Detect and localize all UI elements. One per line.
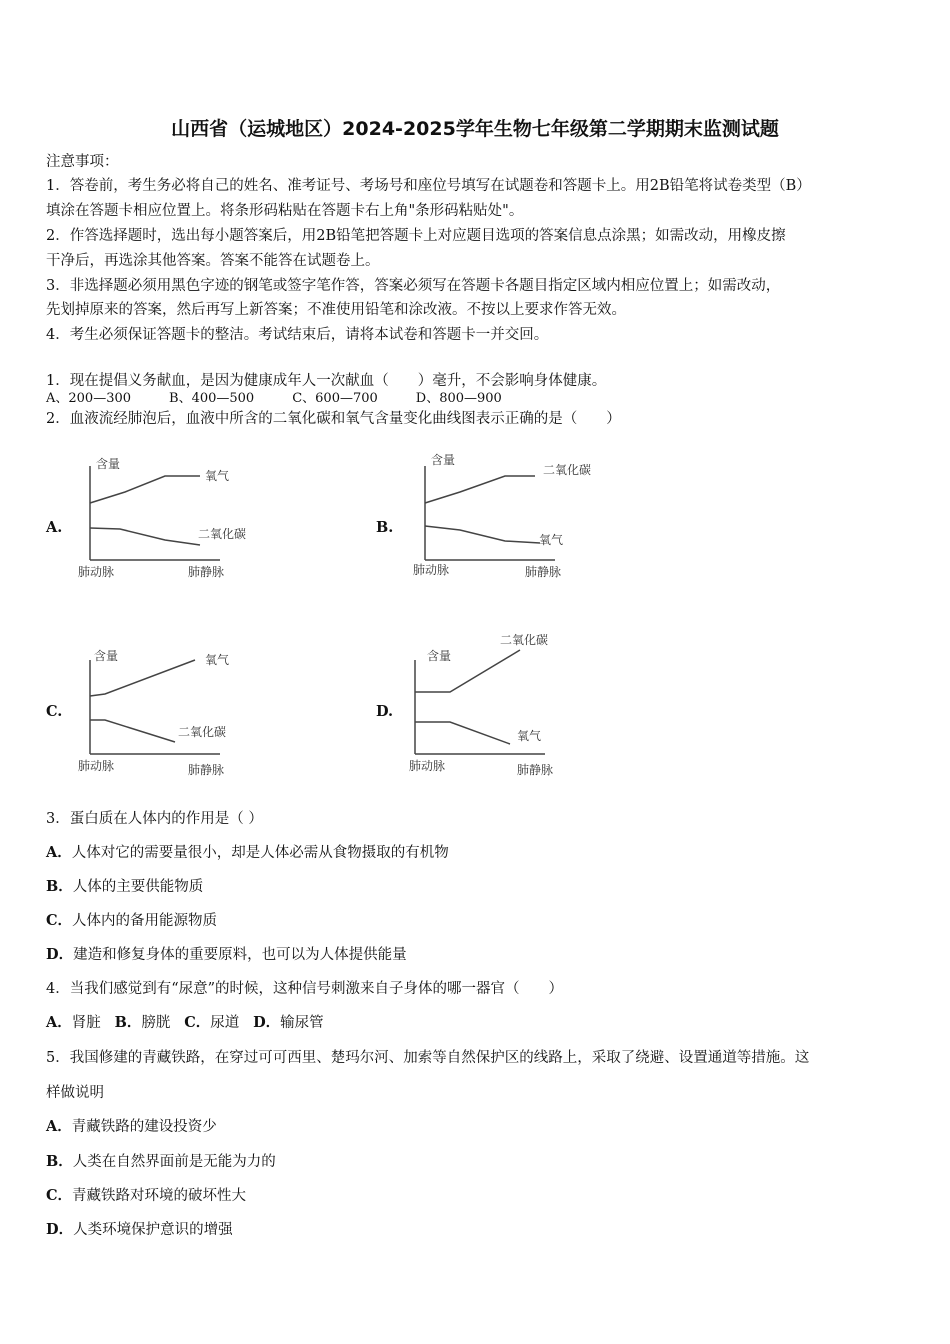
question-4-stem: 4．当我们感觉到有“尿意”的时候，这种信号刺激来自子身体的哪一器官（ ） <box>46 981 564 997</box>
question-1-stem: 1．现在提倡义务献血，是因为健康成年人一次献血（ ）毫升，不会影响身体健康。 <box>46 373 607 389</box>
graph-a-label: A. <box>46 519 63 536</box>
notice-heading: 注意事项： <box>46 154 119 170</box>
graph-c-label: C. <box>46 703 63 720</box>
x-start-label: 肺动脉 <box>409 759 446 773</box>
question-5-stem: 5．我国修建的青藏铁路，在穿过可可西里、楚玛尔河、加索等自然保护区的线路上，采取了绕避、设置通道等措施。这 <box>46 1050 810 1066</box>
notice-line: 填涂在答题卡相应位置上。将条形码粘贴在答题卡右上角"条形码粘贴处"。 <box>46 203 524 219</box>
graph-d-label: D. <box>376 703 394 720</box>
q4-option-b: B．膀胱 <box>114 1014 171 1031</box>
q5-option-c: C．青藏铁路对环境的破坏性大 <box>46 1187 247 1204</box>
x-start-label: 肺动脉 <box>78 759 115 773</box>
lower-curve-label: 氧气 <box>539 533 564 547</box>
upper-curve-label: 氧气 <box>205 653 230 667</box>
graph-a <box>70 448 280 588</box>
upper-curve <box>425 476 535 503</box>
upper-curve-label: 二氧化碳 <box>543 463 592 477</box>
q1-option-a: A、200—300 <box>46 391 132 406</box>
y-axis-label: 含量 <box>427 649 452 663</box>
q5-option-b: B．人类在自然界面前是无能为力的 <box>46 1153 276 1170</box>
upper-curve-label: 氧气 <box>205 469 230 483</box>
lower-curve-label: 二氧化碳 <box>198 527 247 541</box>
q1-option-d: D、800—900 <box>415 391 502 406</box>
x-end-label: 肺静脉 <box>188 565 225 579</box>
q3-option-c: C．人体内的备用能源物质 <box>46 912 218 929</box>
lower-curve <box>425 526 540 543</box>
y-axis-label: 含量 <box>431 453 456 467</box>
q1-option-c: C、600—700 <box>292 391 378 406</box>
graph-b-label: B. <box>376 519 394 536</box>
lower-curve <box>90 528 200 545</box>
y-axis-label: 含量 <box>96 457 121 471</box>
upper-curve <box>90 476 200 503</box>
question-5-stem-cont: 样做说明 <box>46 1085 104 1101</box>
question-4-options <box>46 1013 324 1033</box>
page-title: 山西省（运城地区）2024-2025学年生物七年级第二学期期末监测试题 <box>171 118 779 140</box>
y-axis-label: 含量 <box>94 649 119 663</box>
notice-line: 1．答卷前，考生务必将自己的姓名、准考证号、考场号和座位号填写在试题卷和答题卡上。用2B铅笔将试卷类型（B） <box>46 178 811 194</box>
x-end-label: 肺静脉 <box>188 763 225 777</box>
q5-option-a: A．青藏铁路的建设投资少 <box>46 1118 217 1135</box>
q4-option-d: D．输尿管 <box>253 1014 324 1031</box>
notice-line: 2．作答选择题时，选出每小题答案后，用2B铅笔把答题卡上对应题目选项的答案信息点涂黑；如需改动，用橡皮擦 <box>46 228 786 244</box>
notice-line: 先划掉原来的答案，然后再写上新答案；不准使用铅笔和涂改液。不按以上要求作答无效。 <box>46 302 626 318</box>
lower-curve <box>415 722 510 744</box>
graph-d <box>405 628 625 782</box>
notice-line: 干净后，再选涂其他答案。答案不能答在试题卷上。 <box>46 253 380 269</box>
upper-curve <box>90 660 195 696</box>
x-start-label: 肺动脉 <box>413 563 450 577</box>
question-1-options <box>46 391 502 407</box>
notice-line: 4．考生必须保证答题卡的整洁。考试结束后，请将本试卷和答题卡一并交回。 <box>46 327 549 343</box>
x-start-label: 肺动脉 <box>78 565 115 579</box>
q3-option-a: A．人体对它的需要量很小，却是人体必需从食物摄取的有机物 <box>46 844 449 861</box>
q4-option-a: A．肾脏 <box>46 1014 101 1031</box>
lower-curve-label: 二氧化碳 <box>178 725 227 739</box>
x-end-label: 肺静脉 <box>517 763 554 777</box>
graph-b <box>405 448 625 588</box>
q3-option-b: B．人体的主要供能物质 <box>46 878 204 895</box>
lower-curve <box>90 720 175 742</box>
q3-option-d: D．建造和修复身体的重要原料，也可以为人体提供能量 <box>46 946 407 963</box>
upper-curve-label: 二氧化碳 <box>500 633 549 647</box>
x-end-label: 肺静脉 <box>525 565 562 579</box>
q4-option-c: C．尿道 <box>184 1014 240 1031</box>
graph-c <box>70 642 280 782</box>
q1-option-b: B、400—500 <box>169 391 255 406</box>
lower-curve-label: 氧气 <box>517 729 542 743</box>
notice-line: 3．非选择题必须用黑色字迹的钢笔或签字笔作答，答案必须写在答题卡各题目指定区域内相应位置上；如需改动， <box>46 278 781 294</box>
q5-option-d: D．人类环境保护意识的增强 <box>46 1221 233 1238</box>
question-2-stem: 2．血液流经肺泡后，血液中所含的二氧化碳和氧气含量变化曲线图表示正确的是（ ） <box>46 411 621 427</box>
question-3-stem: 3．蛋白质在人体内的作用是（ ） <box>46 811 263 827</box>
